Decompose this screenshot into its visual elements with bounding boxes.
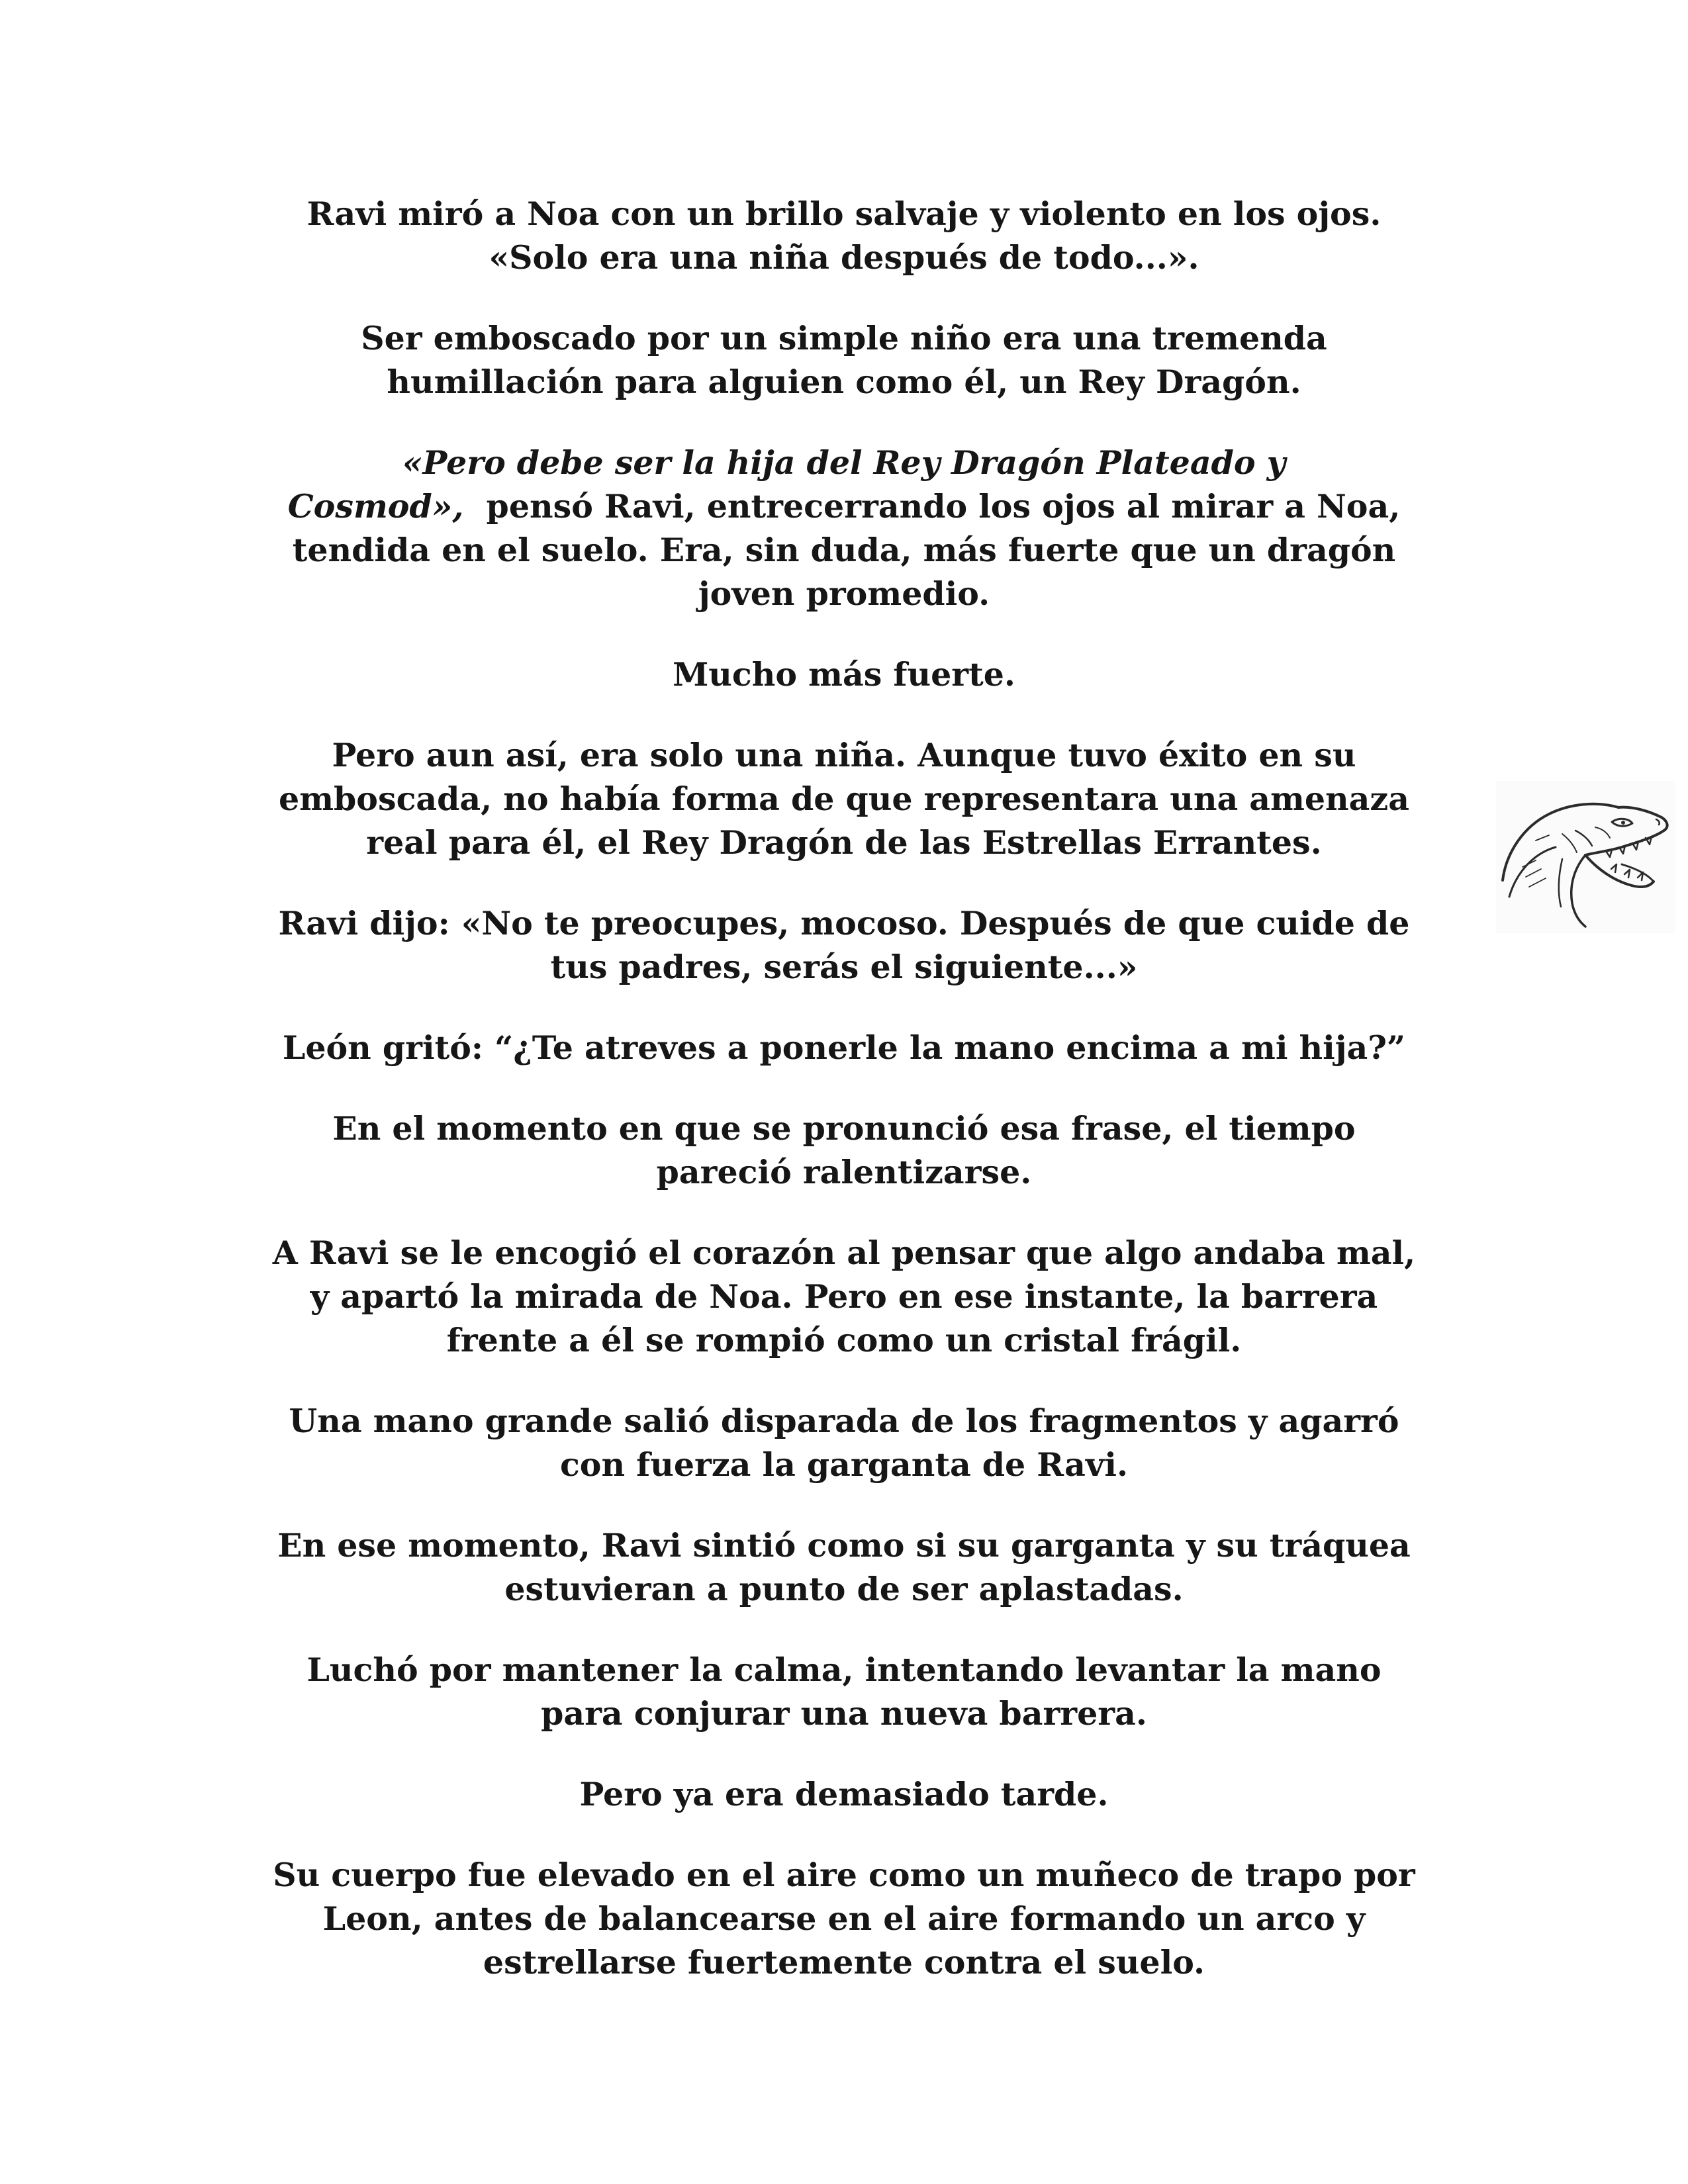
text-line [232, 1150, 1456, 1194]
text-line [232, 1648, 1456, 1692]
text-segment: En ese momento, Ravi sintió como si su garganta y su tráquea [277, 1526, 1411, 1565]
text-segment: real para él, el Rey Dragón de las Estrellas Errantes. [366, 823, 1322, 862]
text-line [232, 1940, 1456, 1984]
paragraph [232, 733, 1456, 864]
text-segment: Una mano grande salió disparada de los fragmentos y agarró [289, 1402, 1399, 1440]
paragraph [232, 901, 1456, 989]
text-line [232, 1524, 1456, 1567]
text-line [232, 901, 1456, 945]
text-line [232, 653, 1456, 696]
dragon-head-sketch-icon [1496, 781, 1675, 933]
paragraph [232, 441, 1456, 615]
text-line [232, 1107, 1456, 1150]
text-line [232, 1399, 1456, 1443]
text-segment: Pero aun así, era solo una niña. Aunque tuvo éxito en su [332, 736, 1356, 774]
text-segment: para conjurar una nueva barrera. [541, 1694, 1147, 1733]
paragraph [232, 1772, 1456, 1816]
text-line [232, 316, 1456, 360]
paragraph [232, 1399, 1456, 1486]
text-segment: Pero ya era demasiado tarde. [579, 1775, 1109, 1813]
text-segment: Ser emboscado por un simple niño era una tremenda [361, 319, 1327, 357]
paragraph [232, 192, 1456, 279]
text-segment: Leon, antes de balancearse en el aire formando un arco y [322, 1899, 1366, 1938]
text-segment: León gritó: “¿Te atreves a ponerle la mano encima a mi hija?” [282, 1028, 1406, 1067]
text-line [232, 1853, 1456, 1897]
text-segment: Su cuerpo fue elevado en el aire como un muñeco de trapo por [273, 1856, 1415, 1894]
text-segment: humillación para alguien como él, un Rey Dragón. [387, 363, 1301, 401]
text-segment: emboscada, no había forma de que representara una amenaza [279, 780, 1409, 818]
text-segment: A Ravi se le encogió el corazón al pensar que algo andaba mal, [272, 1234, 1416, 1272]
paragraph [232, 1026, 1456, 1069]
text-segment: con fuerza la garganta de Ravi. [559, 1445, 1129, 1484]
text-line [232, 1772, 1456, 1816]
text-segment: estrellarse fuertemente contra el suelo. [483, 1943, 1205, 1981]
text-line [232, 1567, 1456, 1611]
text-line [232, 733, 1456, 777]
text-line [232, 441, 1456, 484]
text-line [232, 1026, 1456, 1069]
text-line [232, 528, 1456, 572]
text-line [232, 484, 1456, 528]
text-line [232, 945, 1456, 989]
paragraph [232, 1231, 1456, 1362]
paragraph [232, 1107, 1456, 1194]
text-segment: pareció ralentizarse. [656, 1153, 1032, 1191]
text-line [232, 777, 1456, 821]
text-segment: Ravi dijo: «No te preocupes, mocoso. Después de que cuide de [278, 904, 1410, 942]
text-line [232, 1443, 1456, 1486]
text-segment: «Solo era una niña después de todo...». [489, 238, 1199, 277]
italic-thought-text: Cosmod», [287, 487, 464, 525]
text-line [232, 236, 1456, 279]
text-line [232, 821, 1456, 864]
text-segment: tendida en el suelo. Era, sin duda, más fuerte que un dragón [292, 531, 1396, 569]
paragraph [232, 1853, 1456, 1984]
document-page [232, 192, 1456, 2021]
text-line [232, 192, 1456, 236]
text-line [232, 1692, 1456, 1735]
text-line [232, 572, 1456, 615]
text-line [232, 1897, 1456, 1940]
paragraph [232, 1524, 1456, 1611]
text-segment: pensó Ravi, entrecerrando los ojos al mirar a Noa, [463, 487, 1401, 525]
paragraph [232, 653, 1456, 696]
text-segment: tus padres, serás el siguiente...» [550, 948, 1138, 986]
paragraph [232, 1648, 1456, 1735]
text-segment: y apartó la mirada de Noa. Pero en ese instante, la barrera [310, 1277, 1378, 1316]
text-line [232, 1275, 1456, 1318]
text-segment: frente a él se rompió como un cristal frágil. [446, 1321, 1242, 1359]
text-segment: Ravi miró a Noa con un brillo salvaje y violento en los ojos. [306, 195, 1382, 233]
text-line [232, 360, 1456, 404]
text-segment: Mucho más fuerte. [673, 655, 1015, 694]
text-line [232, 1231, 1456, 1275]
text-line [232, 1318, 1456, 1362]
text-segment: joven promedio. [698, 574, 990, 613]
text-segment: estuvieran a punto de ser aplastadas. [504, 1570, 1184, 1608]
paragraph [232, 316, 1456, 404]
italic-thought-text: «Pero debe ser la hija del Rey Dragón Plateado y [402, 443, 1286, 482]
text-segment: Luchó por mantener la calma, intentando levantar la mano [306, 1651, 1382, 1689]
text-segment: En el momento en que se pronunció esa frase, el tiempo [332, 1109, 1356, 1148]
